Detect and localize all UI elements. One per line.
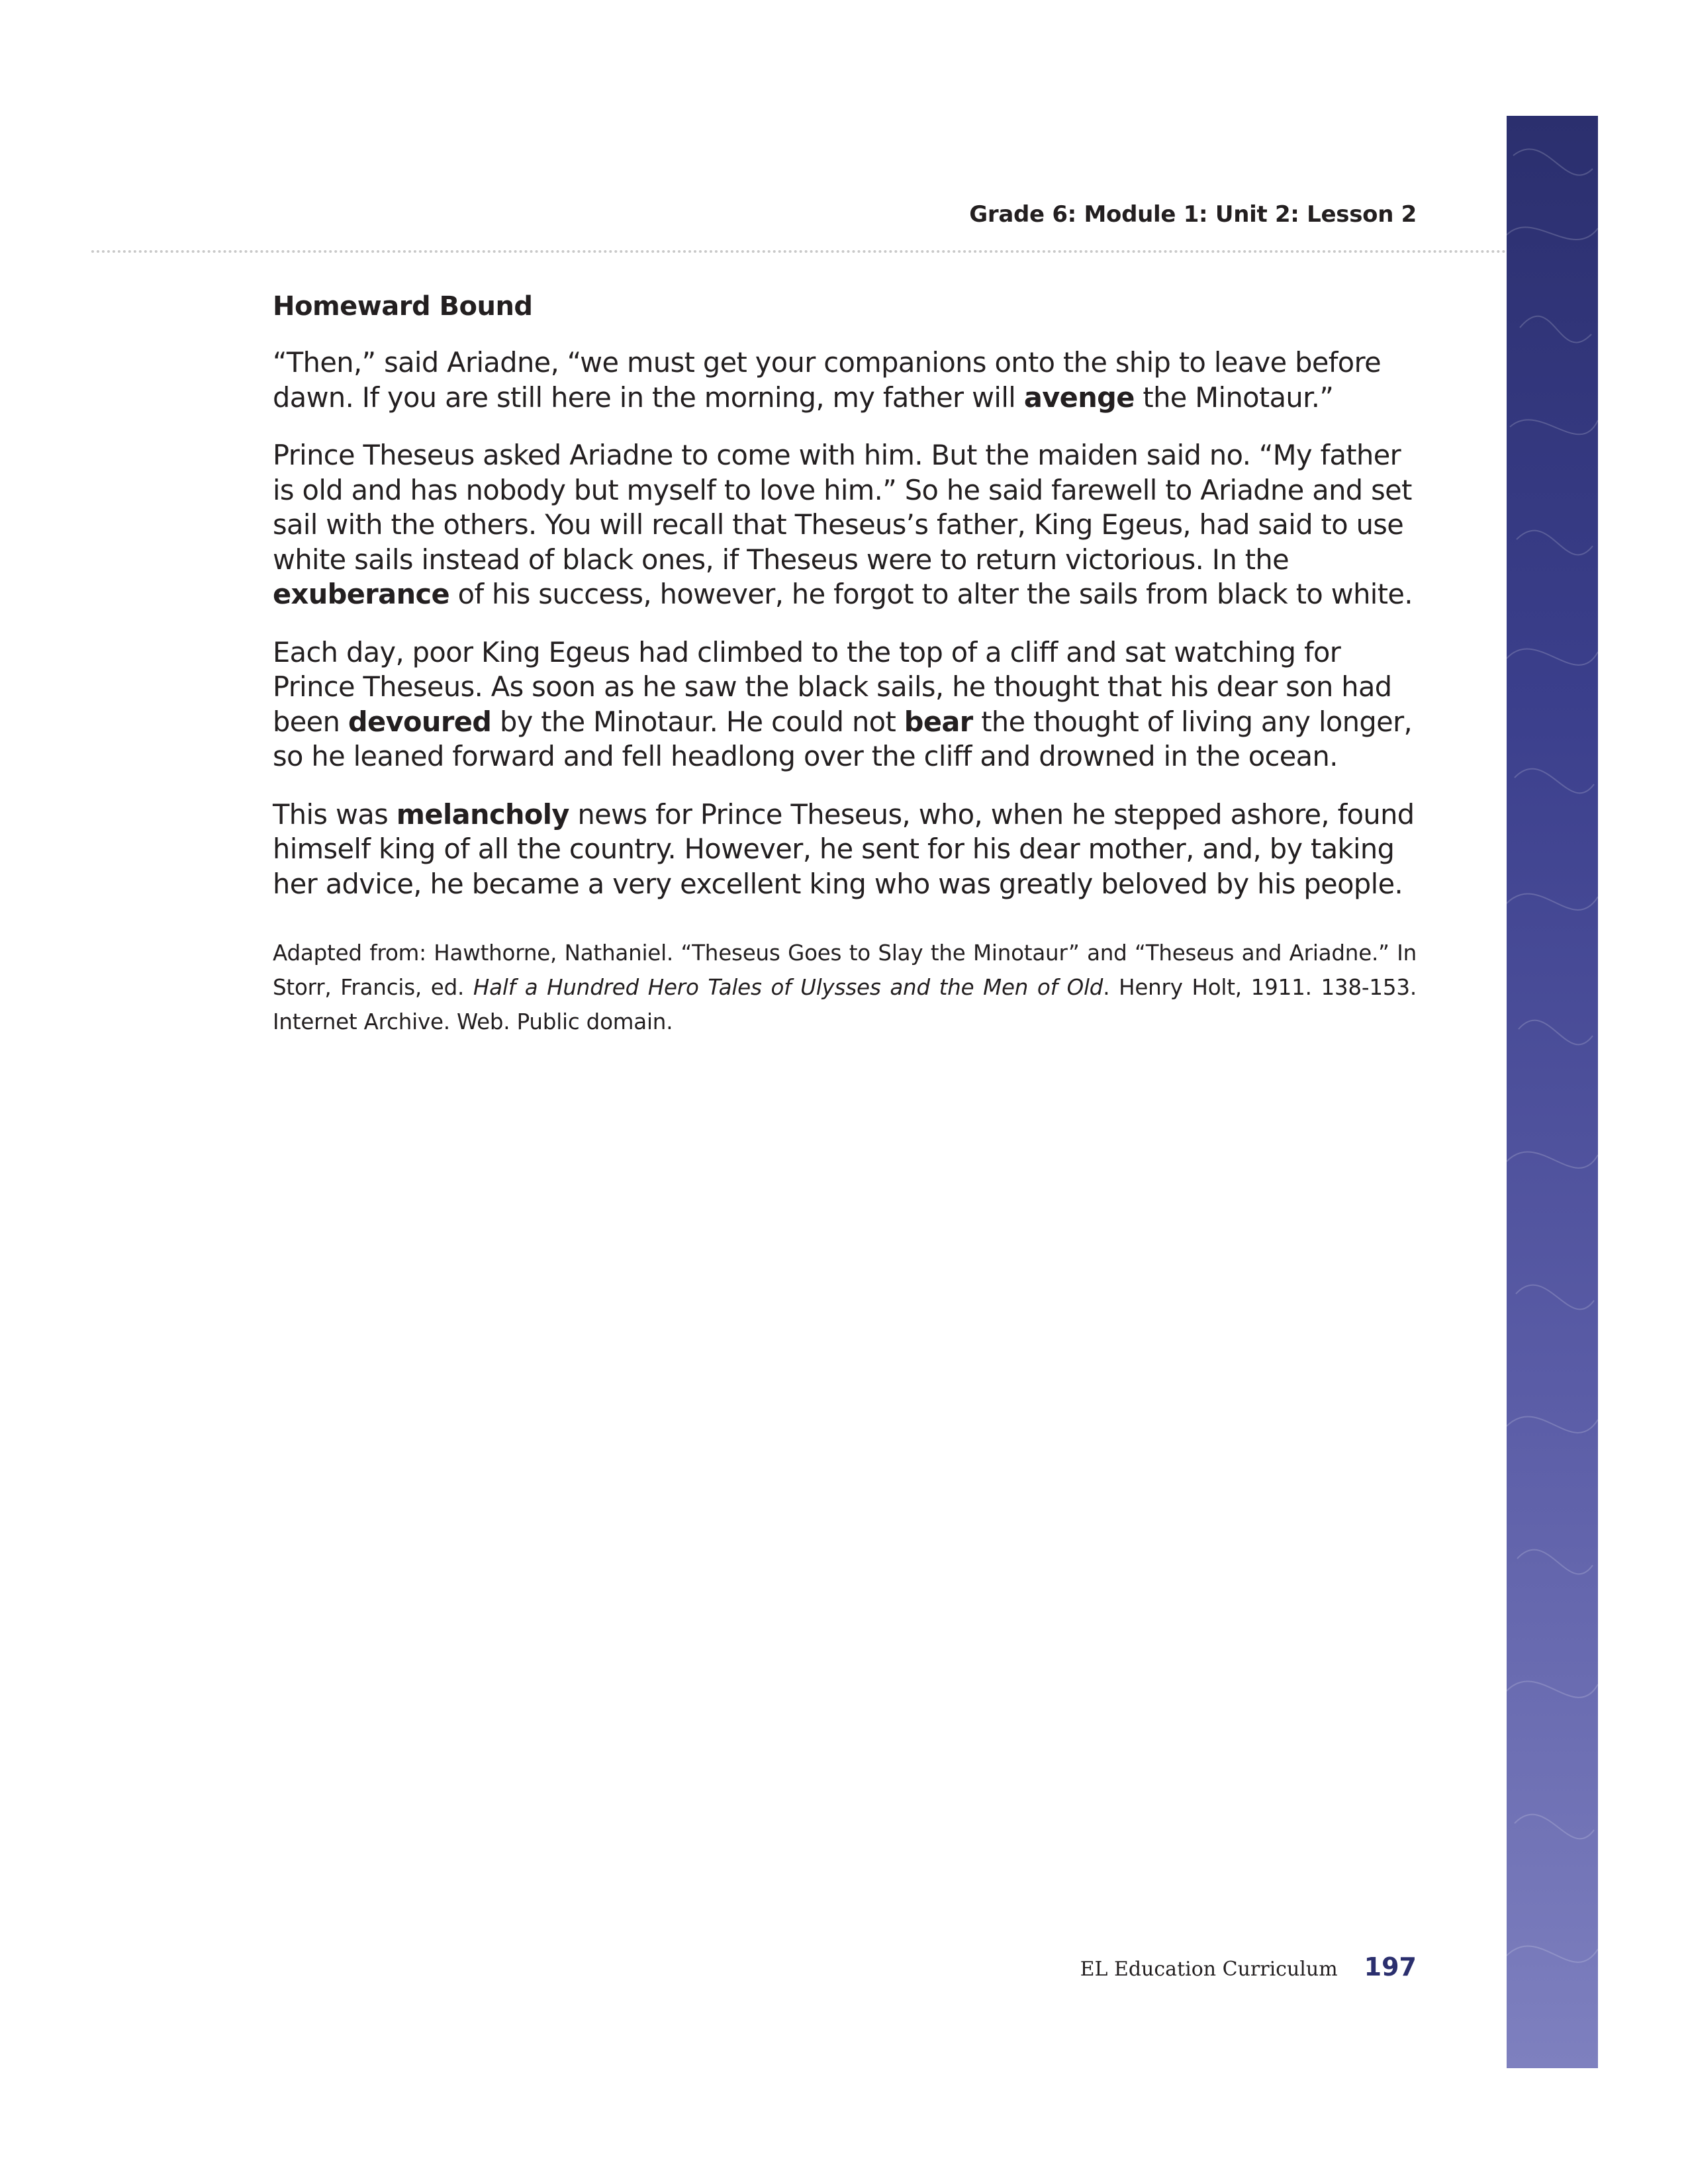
paragraph-text: “Then,” said Ariadne, “we must get your companions onto the ship to leave before dawn. If you are still here in the morning, my father will bbox=[273, 346, 1382, 414]
citation-prefix: Adapted from: Hawthorne, Nathaniel. “Theseus Goes to Slay the Minotaur” and “Theseus and Ariadne.” In Storr, Francis, ed. bbox=[273, 940, 1417, 1000]
paragraph-text: by the Minotaur. He could not bbox=[491, 705, 904, 738]
decorative-side-band bbox=[1507, 116, 1598, 2068]
paragraph-text: of his success, however, he forgot to alter the sails from black to white. bbox=[449, 578, 1413, 610]
page-footer bbox=[1080, 1952, 1417, 1981]
lesson-header: Grade 6: Module 1: Unit 2: Lesson 2 bbox=[969, 201, 1417, 228]
vocab-word-avenge: avenge bbox=[1023, 381, 1135, 414]
citation-suffix: . Henry Holt, 1911. 138-153. Internet Archive. Web. Public domain. bbox=[273, 975, 1417, 1034]
curriculum-label: EL Education Curriculum bbox=[1080, 1958, 1338, 1981]
paragraph-text: the thought of living any longer, so he leaned forward and fell headlong over the cliff and drowned in the ocean. bbox=[273, 705, 1413, 772]
paragraph-3 bbox=[273, 635, 1417, 774]
source-citation bbox=[273, 936, 1417, 1039]
header-divider bbox=[91, 250, 1507, 253]
paragraph-text: Each day, poor King Egeus had climbed to the top of a cliff and sat watching for Prince Theseus. As soon as he saw the black sails, he thought that his dear son had been bbox=[273, 635, 1392, 738]
paragraph-text: news for Prince Theseus, who, when he stepped ashore, found himself king of all the country. However, he sent for his dear mother, and, by taking her advice, he became a very excellent king who was greatly beloved by his people. bbox=[273, 797, 1415, 900]
vocab-word-exuberance: exuberance bbox=[273, 578, 450, 610]
paragraph-4 bbox=[273, 797, 1417, 902]
citation-book-title: Half a Hundred Hero Tales of Ulysses and the Men of Old bbox=[473, 975, 1103, 1000]
section-title: Homeward Bound bbox=[273, 291, 533, 322]
vocab-word-melancholy: melancholy bbox=[396, 797, 569, 831]
vocab-word-bear: bear bbox=[904, 705, 973, 738]
reading-passage bbox=[273, 290, 1417, 1039]
paragraph-1 bbox=[273, 345, 1417, 415]
paragraph-text: This was bbox=[273, 797, 397, 831]
band-texture-pattern bbox=[1507, 116, 1598, 2068]
paragraph-2 bbox=[273, 438, 1417, 612]
vocab-word-devoured: devoured bbox=[348, 705, 492, 738]
paragraph-text: the Minotaur.” bbox=[1134, 381, 1334, 414]
paragraph-text: Prince Theseus asked Ariadne to come with him. But the maiden said no. “My father is old and has nobody but myself to love him.” So he said farewell to Ariadne and set sail with the others. You will recall that Theseus’s father, King Egeus, had said to use white sails instead of black ones, if Theseus were to return victorious. In the bbox=[273, 439, 1412, 576]
page-number: 197 bbox=[1364, 1952, 1417, 1981]
